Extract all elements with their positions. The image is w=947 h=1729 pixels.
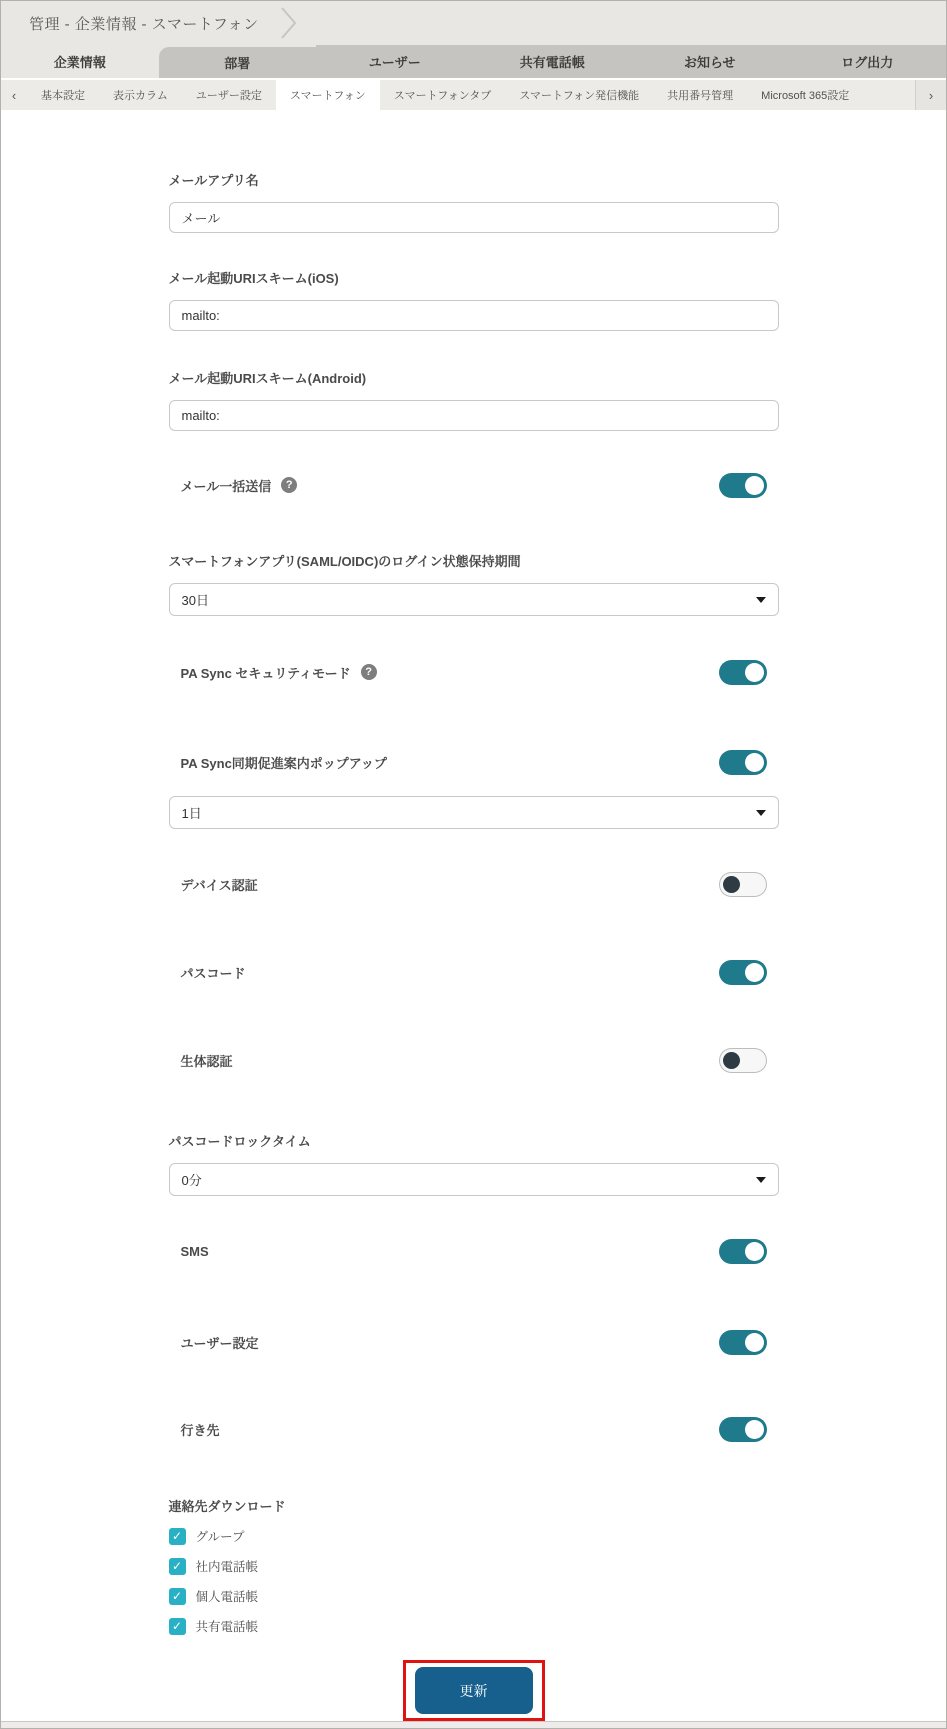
biometric-auth-toggle[interactable]: [719, 1048, 767, 1073]
pa-sync-security-label: PA Sync セキュリティモード: [180, 665, 351, 681]
mail-bulk-send-toggle[interactable]: [719, 473, 767, 498]
contact-download-option-row: [169, 1617, 779, 1635]
checkbox-label: 社内電話帳: [195, 1560, 259, 1574]
subtab-scroll-right-icon[interactable]: ›: [915, 80, 946, 110]
passcode-lock-time-value: 0分: [181, 1173, 202, 1188]
breadcrumb-chevron-icon: [279, 7, 301, 39]
passcode-toggle[interactable]: [719, 960, 767, 985]
passcode-lock-time-select[interactable]: [169, 1163, 779, 1196]
contact-download-option-row: [169, 1527, 779, 1545]
device-auth-row: [169, 871, 779, 897]
mail-uri-android-input[interactable]: [169, 400, 779, 431]
checkbox-label: グループ: [195, 1530, 245, 1544]
device-auth-label: デバイス認証: [180, 877, 258, 893]
checkbox-shared-phonebook[interactable]: ✓: [169, 1618, 186, 1635]
subtab-basic-settings[interactable]: 基本設定: [41, 90, 85, 102]
subtab-smartphone[interactable]: スマートフォン: [276, 80, 380, 110]
main-tab-bar: [1, 45, 946, 78]
toggle-knob: [745, 963, 764, 982]
toggle-knob: [745, 663, 764, 682]
pa-sync-security-row: [169, 659, 779, 685]
sms-toggle[interactable]: [719, 1239, 767, 1264]
checkbox-company-phonebook[interactable]: ✓: [169, 1558, 186, 1575]
sub-tab-bar: [1, 78, 946, 110]
checkbox-label: 共有電話帳: [195, 1620, 259, 1634]
user-setting-row: [169, 1329, 779, 1355]
tab-notice[interactable]: お知らせ: [631, 45, 789, 78]
destination-toggle[interactable]: [719, 1417, 767, 1442]
mail-bulk-send-row: [169, 472, 779, 498]
mail-uri-ios-label: メール起動URIスキーム(iOS): [168, 271, 339, 286]
breadcrumb: [1, 1, 946, 45]
pa-sync-popup-row: [169, 749, 779, 775]
sms-row: [169, 1238, 779, 1264]
login-keep-period-value: 30日: [181, 593, 209, 608]
pa-sync-popup-toggle[interactable]: [719, 750, 767, 775]
tab-users[interactable]: ユーザー: [316, 45, 474, 78]
contact-download-label: 連絡先ダウンロード: [168, 1499, 286, 1514]
tab-company-info[interactable]: 企業情報: [1, 45, 159, 78]
update-button-zone: [169, 1660, 779, 1721]
mail-uri-android-label: メール起動URIスキーム(Android): [168, 371, 367, 386]
update-button[interactable]: 更新: [415, 1667, 533, 1714]
page-title: 管理 - 企業情報 - スマートフォン: [29, 15, 259, 33]
help-icon[interactable]: ?: [281, 477, 297, 493]
toggle-knob: [723, 1052, 740, 1069]
toggle-knob: [745, 1333, 764, 1352]
contact-download-option-row: [169, 1557, 779, 1575]
highlight-outline: [403, 1660, 545, 1721]
pa-sync-popup-select[interactable]: [169, 796, 779, 829]
subtab-shared-number[interactable]: 共用番号管理: [667, 90, 734, 102]
destination-row: [169, 1416, 779, 1442]
subtab-smartphone-tab[interactable]: スマートフォンタブ: [393, 90, 492, 102]
toggle-knob: [745, 1420, 764, 1439]
toggle-knob: [745, 753, 764, 772]
user-setting-label: ユーザー設定: [180, 1335, 259, 1351]
footer-bar: [1, 1721, 946, 1729]
passcode-row: [169, 959, 779, 985]
checkbox-personal-phonebook[interactable]: ✓: [169, 1588, 186, 1605]
login-keep-period-select[interactable]: [169, 583, 779, 616]
sms-label: SMS: [180, 1243, 209, 1259]
toggle-knob: [723, 876, 740, 893]
passcode-label: パスコード: [180, 965, 246, 981]
dropdown-arrow-icon: [756, 1177, 766, 1183]
biometric-auth-row: [169, 1047, 779, 1073]
tab-shared-phonebook[interactable]: 共有電話帳: [474, 45, 632, 78]
pa-sync-popup-label: PA Sync同期促進案内ポップアップ: [180, 755, 387, 771]
login-keep-period-label: スマートフォンアプリ(SAML/OIDC)のログイン状態保持期間: [168, 554, 521, 569]
mail-bulk-send-label: メール一括送信: [180, 478, 272, 494]
dropdown-arrow-icon: [756, 597, 766, 603]
subtab-scroll-left-icon[interactable]: ‹: [11, 87, 17, 103]
subtab-user-settings[interactable]: ユーザー設定: [195, 90, 262, 102]
subtab-display-columns[interactable]: 表示カラム: [113, 90, 168, 102]
subtab-microsoft365[interactable]: Microsoft 365設定: [761, 90, 850, 102]
destination-label: 行き先: [180, 1422, 220, 1438]
device-auth-toggle[interactable]: [719, 872, 767, 897]
pa-sync-security-toggle[interactable]: [719, 660, 767, 685]
checkbox-label: 個人電話帳: [195, 1590, 259, 1604]
subtab-smartphone-call[interactable]: スマートフォン発信機能: [519, 90, 640, 102]
biometric-auth-label: 生体認証: [180, 1053, 233, 1069]
mail-app-name-label: メールアプリ名: [168, 173, 259, 188]
tab-log-export[interactable]: ログ出力: [789, 45, 947, 78]
passcode-lock-time-label: パスコードロックタイム: [168, 1134, 311, 1149]
mail-app-name-input[interactable]: [169, 202, 779, 233]
contact-download-option-row: [169, 1587, 779, 1605]
settings-form: [1, 110, 946, 1721]
user-setting-toggle[interactable]: [719, 1330, 767, 1355]
checkbox-group[interactable]: ✓: [169, 1528, 186, 1545]
toggle-knob: [745, 1242, 764, 1261]
toggle-knob: [745, 476, 764, 495]
mail-uri-ios-input[interactable]: [169, 300, 779, 331]
tab-department[interactable]: 部署: [159, 47, 317, 78]
dropdown-arrow-icon: [756, 810, 766, 816]
pa-sync-popup-value: 1日: [181, 806, 202, 821]
help-icon[interactable]: ?: [361, 664, 377, 680]
